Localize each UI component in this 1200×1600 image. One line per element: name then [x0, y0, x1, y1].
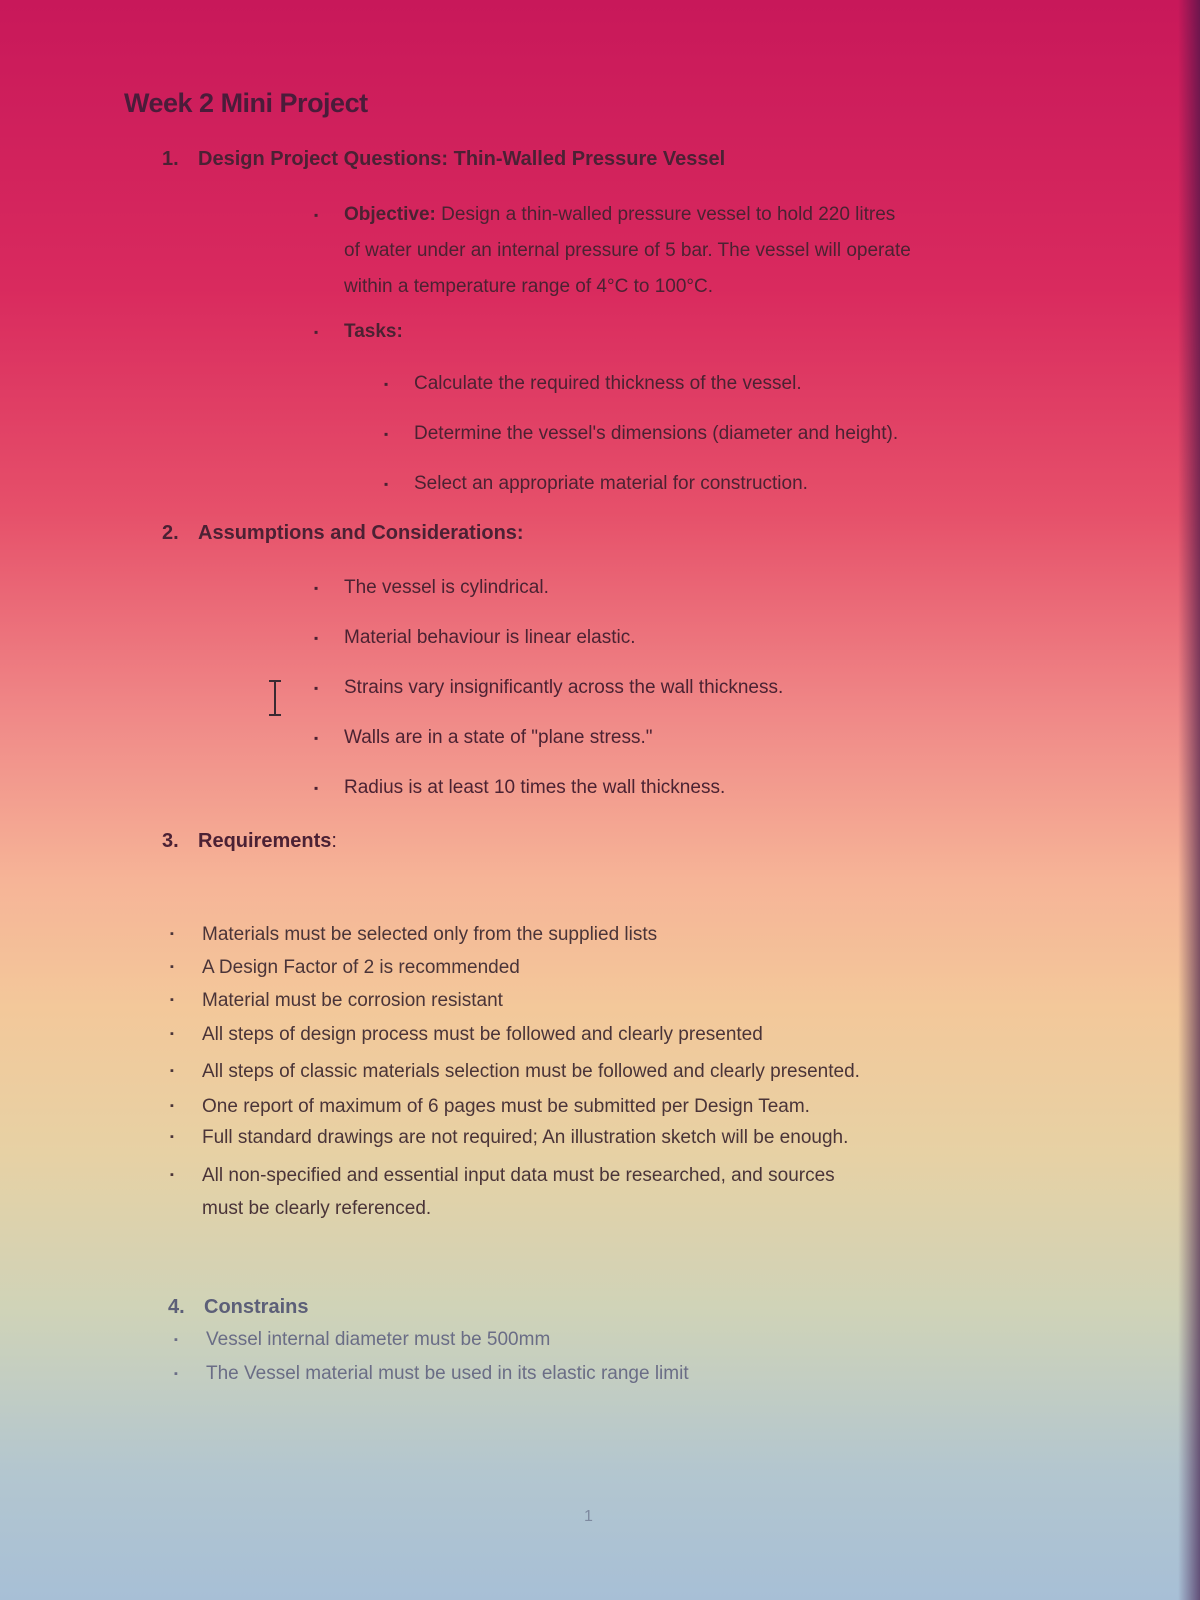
assumption-item [314, 570, 549, 606]
page-number: 1 [584, 1508, 593, 1525]
section-3-number: 3. [162, 830, 179, 852]
task-item [384, 466, 808, 502]
assumption-text: Material behaviour is linear elastic. [344, 627, 636, 648]
bullet-icon: ▪ [170, 928, 174, 940]
assumption-text: The vessel is cylindrical. [344, 577, 549, 598]
requirement-item [170, 1159, 835, 1225]
section-2-number: 2. [162, 522, 179, 544]
requirement-item [170, 918, 658, 951]
bullet-icon: ▪ [170, 1028, 174, 1040]
requirement-text-continued: must be clearly referenced. [202, 1198, 432, 1219]
task-text: Calculate the required thickness of the vessel. [414, 373, 802, 394]
requirement-item [170, 1055, 860, 1088]
requirement-text: One report of maximum of 6 pages must be submitted per Design Team. [202, 1096, 810, 1117]
bullet-icon: ▪ [170, 1169, 174, 1181]
requirement-text: Materials must be selected only from the supplied lists [202, 924, 658, 945]
bullet-icon: ▪ [314, 208, 319, 222]
objective-line-1: Design a thin-walled pressure vessel to hold 220 litres [441, 204, 896, 225]
assumption-item [314, 770, 726, 806]
bullet-icon: ▪ [384, 477, 389, 491]
requirement-text: Full standard drawings are not required; An illustration sketch will be enough. [202, 1127, 849, 1148]
assumption-item [314, 620, 636, 656]
bullet-icon: ▪ [170, 961, 174, 973]
objective-label: Objective: [344, 204, 436, 225]
assumption-item [314, 670, 784, 706]
bullet-icon: ▪ [174, 1334, 178, 1346]
tasks-label: Tasks: [344, 321, 403, 342]
assumption-item [314, 720, 653, 756]
bullet-icon: ▪ [314, 581, 319, 595]
text-cursor-icon [266, 678, 284, 718]
bullet-icon: ▪ [170, 1100, 174, 1112]
assumption-text: Strains vary insignificantly across the wall thickness. [344, 677, 784, 698]
requirement-text: Material must be corrosion resistant [202, 990, 503, 1011]
tasks-item [314, 314, 403, 350]
section-2-title: Assumptions and Considerations: [198, 522, 524, 544]
requirement-text: All steps of classic materials selection must be followed and clearly presented. [202, 1061, 860, 1082]
bullet-icon: ▪ [314, 781, 319, 795]
section-1-heading [162, 148, 725, 171]
requirement-item [170, 984, 503, 1017]
constraint-item [174, 1357, 689, 1391]
section-2-heading [162, 522, 524, 545]
bullet-icon: ▪ [314, 325, 319, 339]
requirement-item [170, 1018, 763, 1051]
constraint-item [174, 1323, 551, 1357]
assumption-text: Radius is at least 10 times the wall thickness. [344, 777, 726, 798]
bullet-icon: ▪ [174, 1368, 178, 1380]
task-item [384, 416, 899, 452]
bullet-icon: ▪ [170, 1131, 174, 1143]
bullet-icon: ▪ [384, 377, 389, 391]
bullet-icon: ▪ [314, 731, 319, 745]
bullet-icon: ▪ [314, 681, 319, 695]
requirement-text: All non-specified and essential input data must be researched, and sources [202, 1165, 835, 1186]
task-item [384, 366, 802, 402]
task-text: Select an appropriate material for construction. [414, 473, 808, 494]
section-4-title: Constrains [204, 1296, 309, 1318]
objective-line-2: of water under an internal pressure of 5 bar. The vessel will operate [344, 240, 911, 261]
requirement-item [170, 1121, 849, 1154]
section-1-number: 1. [162, 148, 179, 170]
requirement-text: All steps of design process must be followed and clearly presented [202, 1024, 763, 1045]
constraint-text: The Vessel material must be used in its elastic range limit [206, 1363, 689, 1384]
section-3-colon: : [331, 830, 337, 852]
objective-item [314, 197, 1024, 305]
page-title: Week 2 Mini Project [124, 88, 368, 118]
section-4-number: 4. [168, 1296, 185, 1318]
requirement-item [170, 1090, 810, 1123]
section-4-heading [168, 1296, 308, 1319]
section-1-title: Design Project Questions: Thin-Walled Pressure Vessel [198, 148, 726, 170]
section-3-heading [162, 830, 337, 853]
task-text: Determine the vessel's dimensions (diameter and height). [414, 423, 899, 444]
objective-line-3: within a temperature range of 4°C to 100°C. [344, 276, 714, 297]
requirement-item [170, 951, 520, 984]
screen-edge [1178, 0, 1200, 1600]
bullet-icon: ▪ [314, 631, 319, 645]
bullet-icon: ▪ [170, 1065, 174, 1077]
constraint-text: Vessel internal diameter must be 500mm [206, 1329, 551, 1350]
section-3-title: Requirements [198, 830, 332, 852]
bullet-icon: ▪ [384, 427, 389, 441]
requirement-text: A Design Factor of 2 is recommended [202, 957, 520, 978]
assumption-text: Walls are in a state of "plane stress." [344, 727, 653, 748]
bullet-icon: ▪ [170, 994, 174, 1006]
